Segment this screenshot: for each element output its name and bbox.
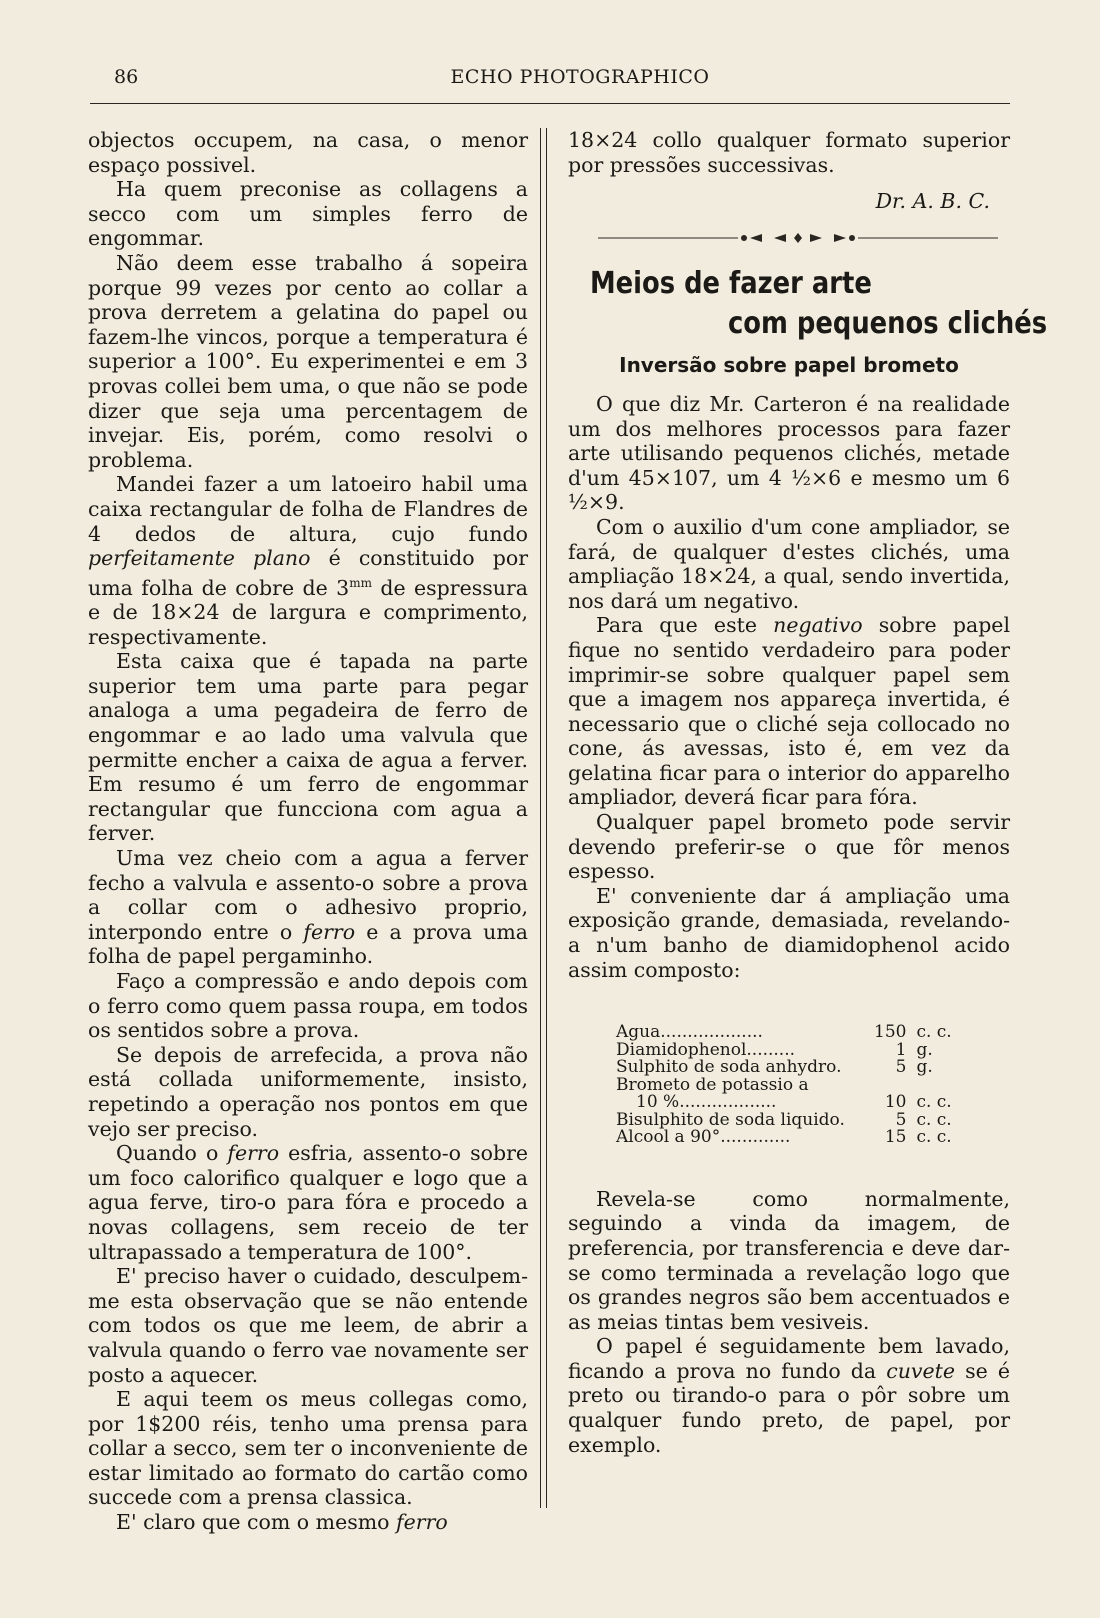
paragraph: Com o auxilio d'um cone ampliador, se fará, de qualquer d'estes clichés, uma ampliação 18×24, a qual, sendo invertida, nos dará um negativo. bbox=[568, 514, 1010, 613]
paragraph: Não deem esse trabalho á sopeira porque 99 vezes por cento ao collar a prova derretem a gelatina do papel ou fazem-lhe vincos, porque a temperatura é superior a 100°. Eu experimentei e em 3 provas collei bem uma, o que não se pode dizer que seja uma percentagem de invejar. Eis, porém, como resolvi o problema. bbox=[88, 250, 528, 472]
paragraph: Ha quem preconise as collagens a secco com um simples ferro de engommar. bbox=[88, 177, 528, 251]
paragraph: Mandei fazer a um latoeiro habil uma caixa rectangular de folha de Flandres de 4 dedos de altura, cujo fundo perfeitamente plano é constituido por uma folha de cobre de $3^{mm}$ de espressura e de 18×24 de largura e comprimento, respectivamente. bbox=[88, 472, 528, 649]
journal-title: ECHO PHOTOGRAPHICO bbox=[450, 66, 710, 88]
paragraph: objectos occupem, na casa, o menor espaço possivel. bbox=[88, 128, 528, 177]
formula-row: Alcool a 90°............. 15 c. c. bbox=[616, 1127, 952, 1148]
formula-row: Agua................... 150 c. c. bbox=[616, 1022, 952, 1043]
continuation-paragraph: 18×24 collo qualquer formato superior por pressões successivas. bbox=[568, 128, 1010, 177]
formula-row: 10 %.................. 10 c. c. bbox=[636, 1092, 952, 1113]
formula-row: Bisulphito de soda liquido. 5 c. c. bbox=[616, 1109, 952, 1130]
left-column bbox=[88, 128, 528, 1535]
formula-row: Brometo de potassio a bbox=[616, 1074, 809, 1095]
paragraph: Quando o ferro esfria, assento-o sobre um foco calorifico qualquer e logo que a agua ferve, tiro-o para fóra e procedo a novas collagens, sem receio de ter ultrapassado a temperatura de 100°. bbox=[88, 1141, 529, 1264]
header-rule bbox=[90, 103, 1010, 104]
right-column bbox=[568, 128, 1048, 1457]
paragraph: Para que este negativo sobre papel fique no sentido verdadeiro para poder imprimir-se sobre qualquer papel sem que a imagem nos appareça invertida, é necessario que o cliché seja collocado no cone, ás avessas, isto é, em vez da gelatina ficar para o interior do apparelho ampliador, deverá ficar para fóra. bbox=[568, 613, 1010, 810]
paragraph: E' claro que com o mesmo ferro bbox=[116, 1510, 448, 1535]
paragraph: E' conveniente dar á ampliação uma exposição grande, demasiada, revelando-a n'um banho de diamidophenol acido assim composto: bbox=[568, 883, 1010, 982]
signature: Dr. A. B. C. bbox=[875, 189, 990, 214]
developer-formula bbox=[616, 1024, 956, 1147]
article-title: Meios de fazer arte bbox=[590, 266, 872, 302]
formula-row: Sulphito de soda anhydro. 5 g. bbox=[616, 1057, 933, 1078]
article-subtitle: Inversão sobre papel brometo bbox=[619, 353, 959, 378]
paragraph: O papel é seguidamente bem lavado, ficando a prova no fundo da cuvete se é preto ou tirando-o para o pôr sobre um qualquer fundo preto, de papel, por exemplo. bbox=[568, 1334, 1011, 1457]
paragraph: O que diz Mr. Carteron é na realidade um dos melhores processos para fazer arte utilisando pequenos clichés, metade d'um 45×107, um 4 ½×6 e mesmo um 6 ½×9. bbox=[568, 391, 1010, 515]
paragraph: Esta caixa que é tapada na parte superior tem uma parte para pegar analoga a uma pegadeira de ferro de engommar e ao lado uma valvula que permitte encher a caixa de agua a ferver. Em resumo é um ferro de engommar rectangular que funcciona com agua a ferver. bbox=[88, 649, 528, 846]
paragraph: Uma vez cheio com a agua a ferver fecho a valvula e assento-o sobre a prova a collar com o adhesivo proprio, interpondo entre o ferro e a prova uma folha de papel pergaminho. bbox=[88, 846, 528, 969]
paragraph: E' preciso haver o cuidado, desculpem-me esta observação que se não entende com todos os que me leem, de abrir a valvula quando o ferro vae novamente ser posto a aquecer. bbox=[88, 1264, 528, 1387]
paragraph: Revela-se como normalmente, seguindo a vinda da imagem, de preferencia, por transferencia e deve dar-se como terminada a revelação logo que os grandes negros são bem accentuados e as meias tintas bem vesiveis. bbox=[568, 1186, 1010, 1334]
paragraph: Faço a compressão e ando depois com o ferro como quem passa roupa, em todos os sentidos sobre a prova. bbox=[88, 969, 528, 1043]
paragraph: Se depois de arrefecida, a prova não está collada uniformemente, insisto, repetindo a operação nos pontos em que vejo ser preciso. bbox=[88, 1042, 528, 1141]
paragraph: E aqui teem os meus collegas como, por 1$200 réis, tenho uma prensa para collar a secco, sem ter o inconveniente de estar limitado ao formato do cartão como succede com a prensa classica. bbox=[88, 1387, 528, 1510]
column-divider bbox=[540, 128, 547, 1508]
page-number: 86 bbox=[114, 66, 139, 88]
formula-row: Diamidophenol......... 1 g. bbox=[616, 1039, 933, 1060]
paragraph: Qualquer papel brometo pode servir devendo preferir-se o que fôr menos espesso. bbox=[568, 810, 1010, 884]
ornament-divider bbox=[598, 232, 998, 244]
article-title: com pequenos clichés bbox=[728, 306, 1048, 342]
